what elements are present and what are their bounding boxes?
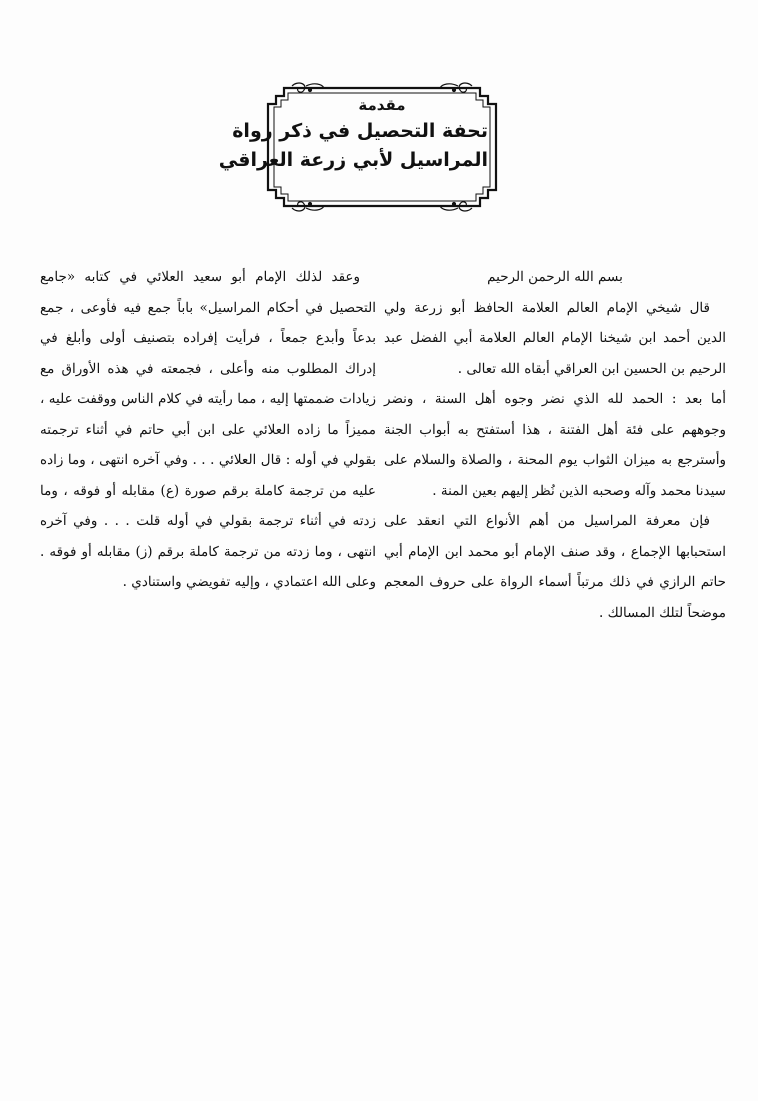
paragraph: فإن معرفة المراسيل من أهم الأنواع التي انعقد على استحبابها الإجماع ، وقد صنف الإمام أبو محمد ابن الإمام أبي حاتم الرازي في ذلك مرتباً أسماء الرواة على حروف المعجم موضحاً لتلك المسالك . bbox=[384, 513, 726, 621]
paragraph: أما بعد : الحمد لله الذي نضر وجوه أهل السنة ، ونضر وجوههم على فئة أهل الفتنة ، هذا أستفتح به أبواب الجنة وأسترجع به ميزان الثواب يوم المحنة ، والصلاة والسلام على سيدنا محمد وآله وصحبه الذين نُظر إليهم بعين المنة . bbox=[384, 391, 726, 499]
paragraph: قال شيخي الإمام العالم العلامة الحافظ أبو زرعة ولي الدين أحمد ابن شيخنا الإمام العالم العلامة أبي الفضل عبد الرحيم بن الحسين ابن العراقي أبقاه الله تعالى . bbox=[384, 299, 726, 377]
basmala: بسم الله الرحمن الرحيم bbox=[487, 269, 623, 285]
book-title-line-2: المراسيل لأبي زرعة العراقي bbox=[218, 148, 488, 171]
book-title-line-1: تحفة التحصيل في ذكر رواة bbox=[232, 120, 488, 142]
title-cartouche bbox=[218, 82, 502, 212]
paragraph: وعقد لذلك الإمام أبو سعيد العلائي في كتابه «جامع التحصيل في أحكام المراسيل» باباً جمع فيه فأوعى ، جمع بدعاً وأبدع جمعاً ، فرأيت إفراده بتصنيف أولى وأبلغ في إدراك المطلوب منه وأعلى ، فجمعته في هذه الأوراق مع زيادات ضممتها إليه ، مما رأيته في كلام الناس ووقفت عليه ، مميزاً ما زاده العلائي على ابن أبي حاتم في أثناء ترجمته بقولي في أوله : قال العلائي . . . وفي آخره انتهى ، وما زاده عليه من ترجمة كاملة برقم صورة (ع) مقابله أو فوقه ، وما زدته في أثناء ترجمة بقولي في أوله قلت . . . وفي آخره انتهى ، وما زدته من ترجمة كاملة برقم (ز) مقابله أو فوقه . وعلى الله اعتمادي ، وإليه تفويضي واستنادي . bbox=[40, 269, 376, 590]
title-block bbox=[218, 96, 488, 178]
section-kicker: مقدمة bbox=[358, 96, 406, 114]
right-column bbox=[384, 262, 726, 628]
left-column bbox=[40, 262, 376, 598]
